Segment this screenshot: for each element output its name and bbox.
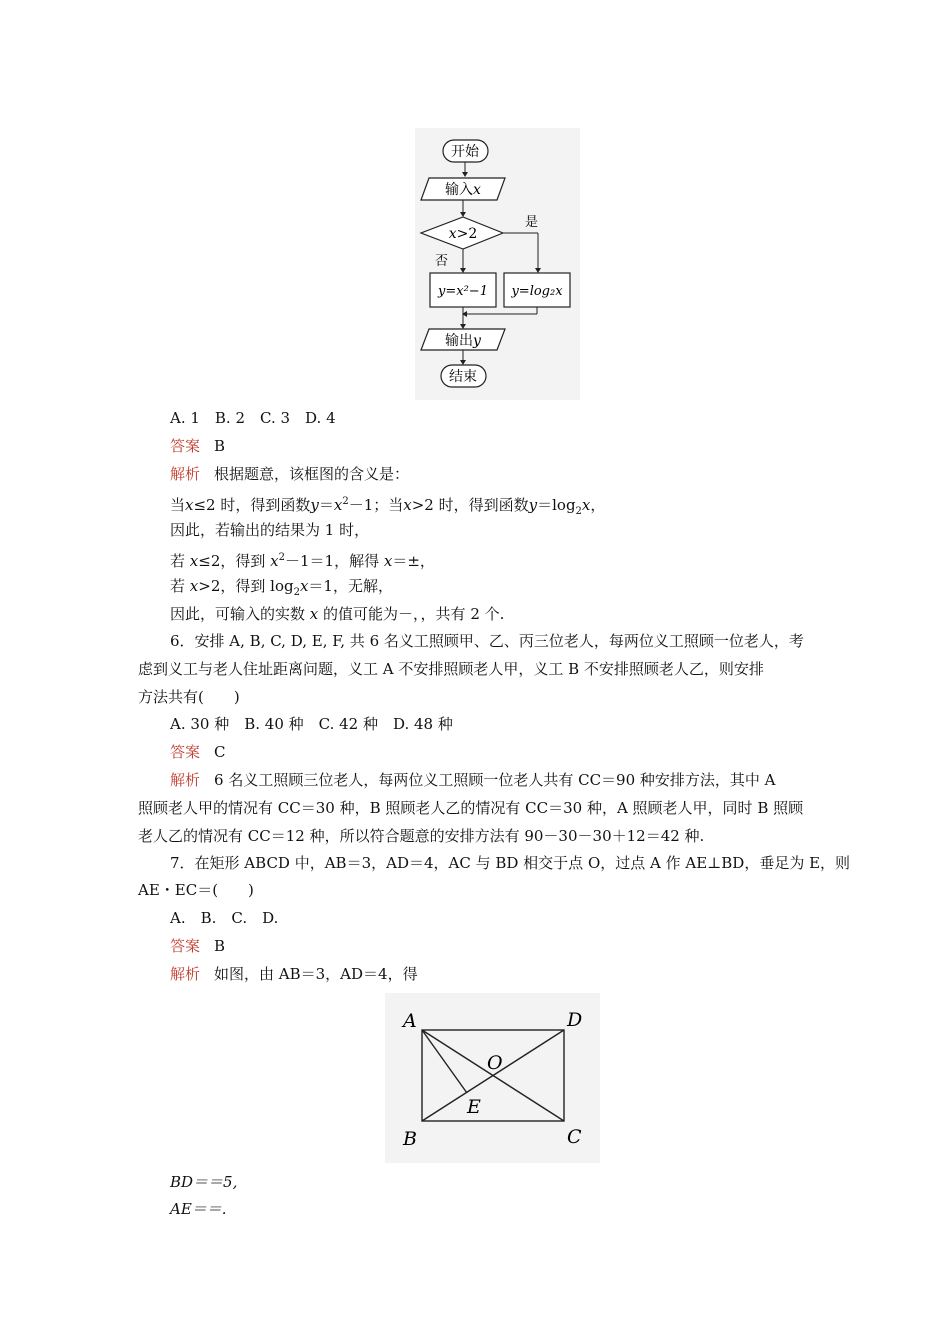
q5-analysis-line3: 因此，若输出的结果为 1 时， — [170, 521, 370, 539]
q6-stem-line1: 6．安排 A, B, C, D, E, F, 共 6 名义工照顾甲、乙、丙三位老人，每两位义工照顾一位老人，考 — [170, 632, 804, 650]
q6-answer: 答案 C — [170, 743, 226, 761]
svg-text:输入x: 输入x — [445, 182, 481, 198]
rectangle-figure — [385, 993, 600, 1163]
q7-analysis-line1: 解析 如图，由 AB＝3，AD＝4，得 — [170, 965, 418, 983]
q6-options: A. 30 种 B. 40 种 C. 42 种 D. 48 种 — [170, 715, 453, 733]
label-c: C — [567, 1126, 582, 1148]
q6-analysis-line1: 解析 6 名义工照顾三位老人，每两位义工照顾一位老人共有 CC＝90 种安排方法，其中 A — [170, 771, 776, 789]
q5-analysis-line1: 解析 根据题意，该框图的含义是： — [170, 465, 410, 483]
q6-analysis-line3: 老人乙的情况有 CC＝12 种，所以符合题意的安排方法有 90－30－30＋12＝42 种. — [138, 827, 705, 845]
q5-options: A. 1 B. 2 C. 3 D. 4 — [170, 409, 336, 427]
q5-analysis-line2: 当x≤2 时，得到函数$y=x^2-1$；当x>2 时，得到函数$y=\log_2x$， — [170, 496, 606, 517]
label-d: D — [567, 1009, 583, 1031]
label-o: O — [487, 1052, 503, 1074]
q6-stem-line2: 虑到义工与老人住址距离问题，义工 A 不安排照顾老人甲，义工 B 不安排照顾老人乙，则安排 — [138, 660, 764, 678]
q6-analysis-line2: 照顾老人甲的情况有 CC＝30 种，B 照顾老人乙的情况有 CC＝30 种，A 照顾老人甲，同时 B 照顾 — [138, 799, 804, 817]
q7-ae-line: AE＝＝. — [170, 1200, 227, 1218]
q7-bd-line: BD＝＝5, — [170, 1173, 238, 1191]
label-a: A — [403, 1010, 417, 1032]
svg-text:输出y: 输出y — [445, 333, 481, 349]
flowchart-figure — [415, 128, 580, 400]
q7-stem-line1: 7．在矩形 ABCD 中，AB＝3，AD＝4，AC 与 BD 相交于点 O，过点 A 作 AE⊥BD，垂足为 E，则 — [170, 854, 851, 872]
q5-answer: 答案 B — [170, 437, 226, 455]
q7-stem-line2: AE・EC＝( ) — [138, 881, 254, 899]
flow-no: 否 — [435, 254, 449, 269]
flow-start-text: 开始 — [451, 144, 479, 160]
flow-end-text: 结束 — [449, 369, 477, 385]
q7-answer: 答案 B — [170, 937, 226, 955]
q5-analysis-line5: 若 x>2，得到 $\log_2x=1$，无解， — [170, 577, 393, 598]
q5-analysis-line6: 因此，可输入的实数 x 的值可能为－，，共有 2 个. — [170, 605, 505, 623]
svg-text:y=log₂x: y=log₂x — [511, 284, 563, 299]
q7-options: A. B. C. D. — [170, 909, 279, 927]
label-e: E — [467, 1096, 481, 1118]
svg-text:x>2: x>2 — [448, 226, 478, 242]
flow-yes: 是 — [525, 215, 539, 230]
q6-stem-line3: 方法共有( ) — [138, 688, 240, 706]
q5-analysis-line4: 若 x≤2，得到 $x^2-1=1$，解得 x＝±， — [170, 552, 435, 570]
label-b: B — [403, 1128, 417, 1150]
svg-text:y=x²−1: y=x²−1 — [438, 284, 488, 299]
